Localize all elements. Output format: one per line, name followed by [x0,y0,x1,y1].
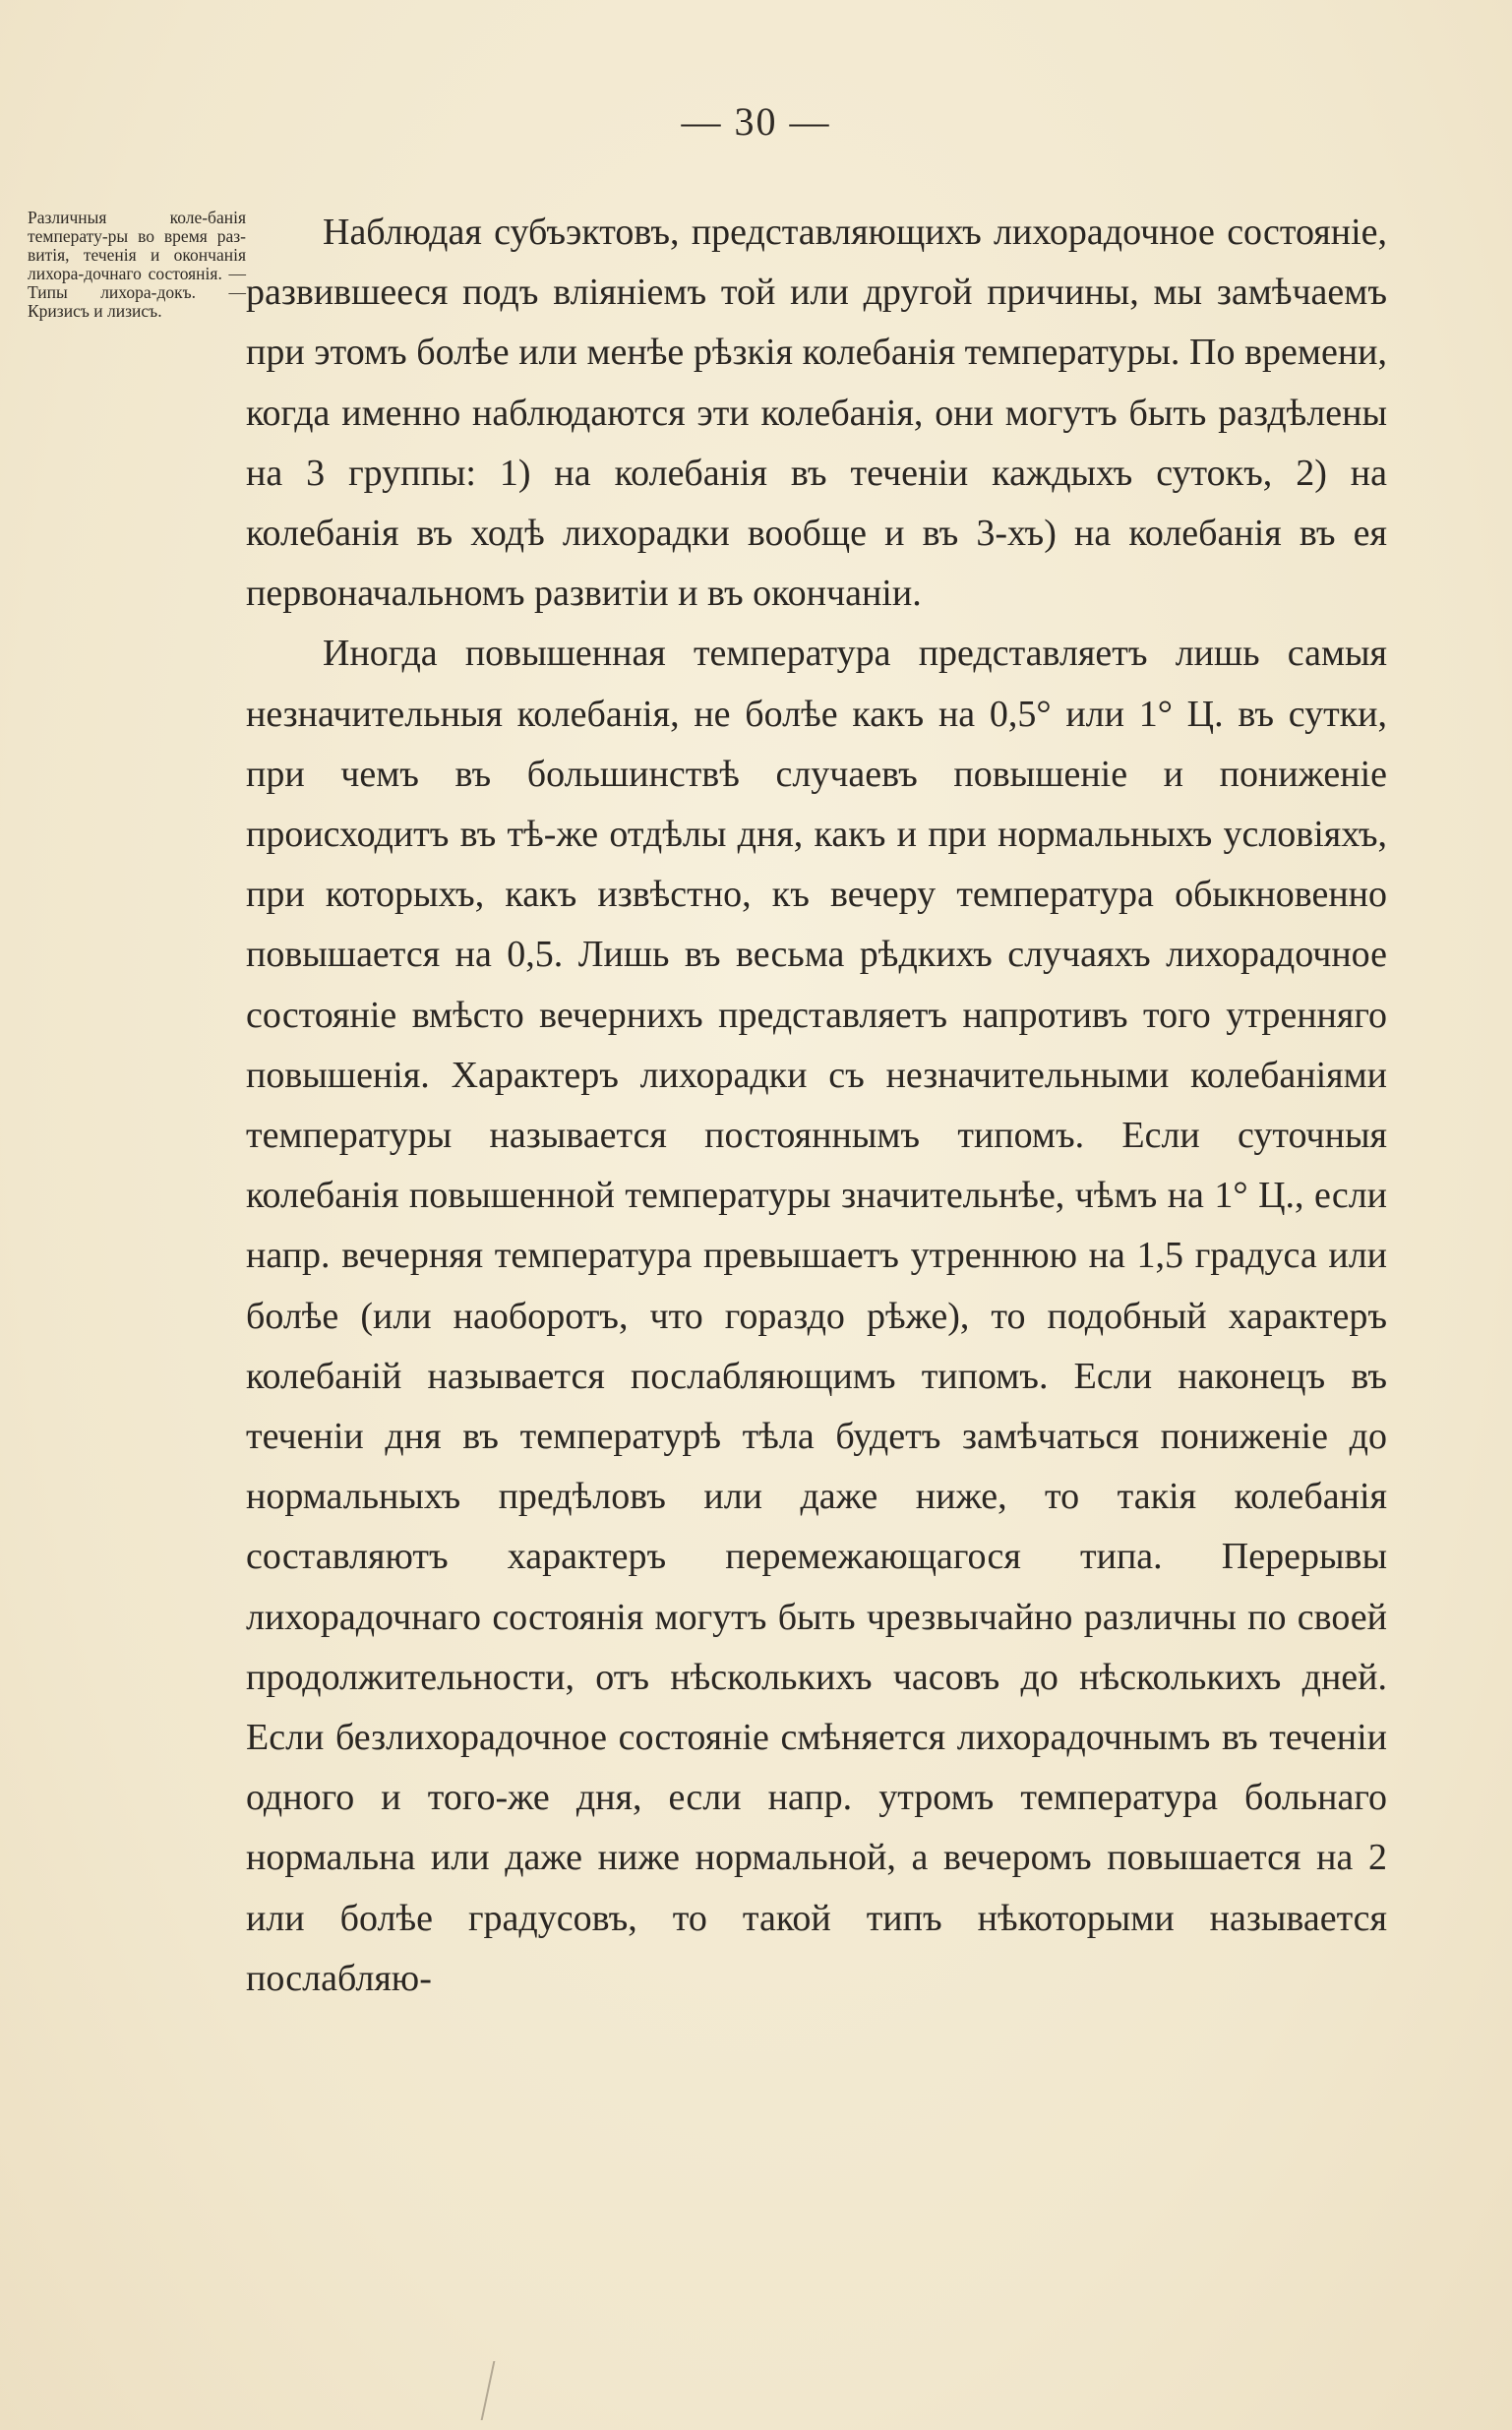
page-crease-mark [481,2361,515,2420]
main-text [246,203,1387,2009]
page-number: — 30 — [681,99,831,144]
margin-note: Различныя коле-банія температу-ры во время раз-витія, теченія и окончанія лихора-дочнаго состоянія. — Типы лихора-докъ. — Кризисъ и лизисъ. [28,208,246,321]
paragraph-2: Иногда повышенная температура представляетъ лишь самыя незначительныя колебанія, не болѣе какъ на 0,5° или 1° Ц. въ сутки, при чемъ въ большинствѣ случаевъ повышеніе и пониженіе происходитъ въ тѣ-же отдѣлы дня, какъ и при нормальныхъ условіяхъ, при которыхъ, какъ извѣстно, къ вечеру температура обыкновенно повышается на 0,5. Лишь въ весьма рѣдкихъ случаяхъ лихорадочное состояніе вмѣсто вечернихъ представляетъ напротивъ того утренняго повышенія. Характеръ лихорадки съ незначительными колебаніями температуры называется постояннымъ типомъ. Если суточныя колебанія повышенной температуры значительнѣе, чѣмъ на 1° Ц., если напр. вечерняя температура превышаетъ утреннюю на 1,5 градуса или болѣе (или наоборотъ, что гораздо рѣже), то подобный характеръ колебаній называется послабляющимъ типомъ. Если наконецъ въ теченіи дня въ температурѣ тѣла будетъ замѣчаться пониженіе до нормальныхъ предѣловъ или даже ниже, то такія колебанія составляютъ характеръ перемежающагося типа. Перерывы лихорадочнаго состоянія могутъ быть чрезвычайно различны по своей продолжительности, отъ нѣсколькихъ часовъ до нѣсколькихъ дней. Если безлихорадочное состояніе смѣняется лихорадочнымъ въ теченіи одного и того-же дня, если напр. утромъ температура больнаго нормальна или даже ниже нормальной, а вечеромъ повышается на 2 или болѣе градусовъ, то такой типъ нѣкоторыми называется послабляю- [246,633,1387,1999]
paragraph-1: Наблюдая субъэктовъ, представляющихъ лихорадочное состояніе, развившееся подъ вліяніемъ той или другой причины, мы замѣчаемъ при этомъ болѣе или менѣе рѣзкія колебанія температуры. По времени, когда именно наблюдаются эти колебанія, они могутъ быть раздѣлены на 3 группы: 1) на колебанія въ теченіи каждыхъ сутокъ, 2) на колебанія въ ходѣ лихорадки вообще и въ 3-хъ) на колебанія въ ея первоначальномъ развитіи и въ окончаніи. [246,212,1387,615]
